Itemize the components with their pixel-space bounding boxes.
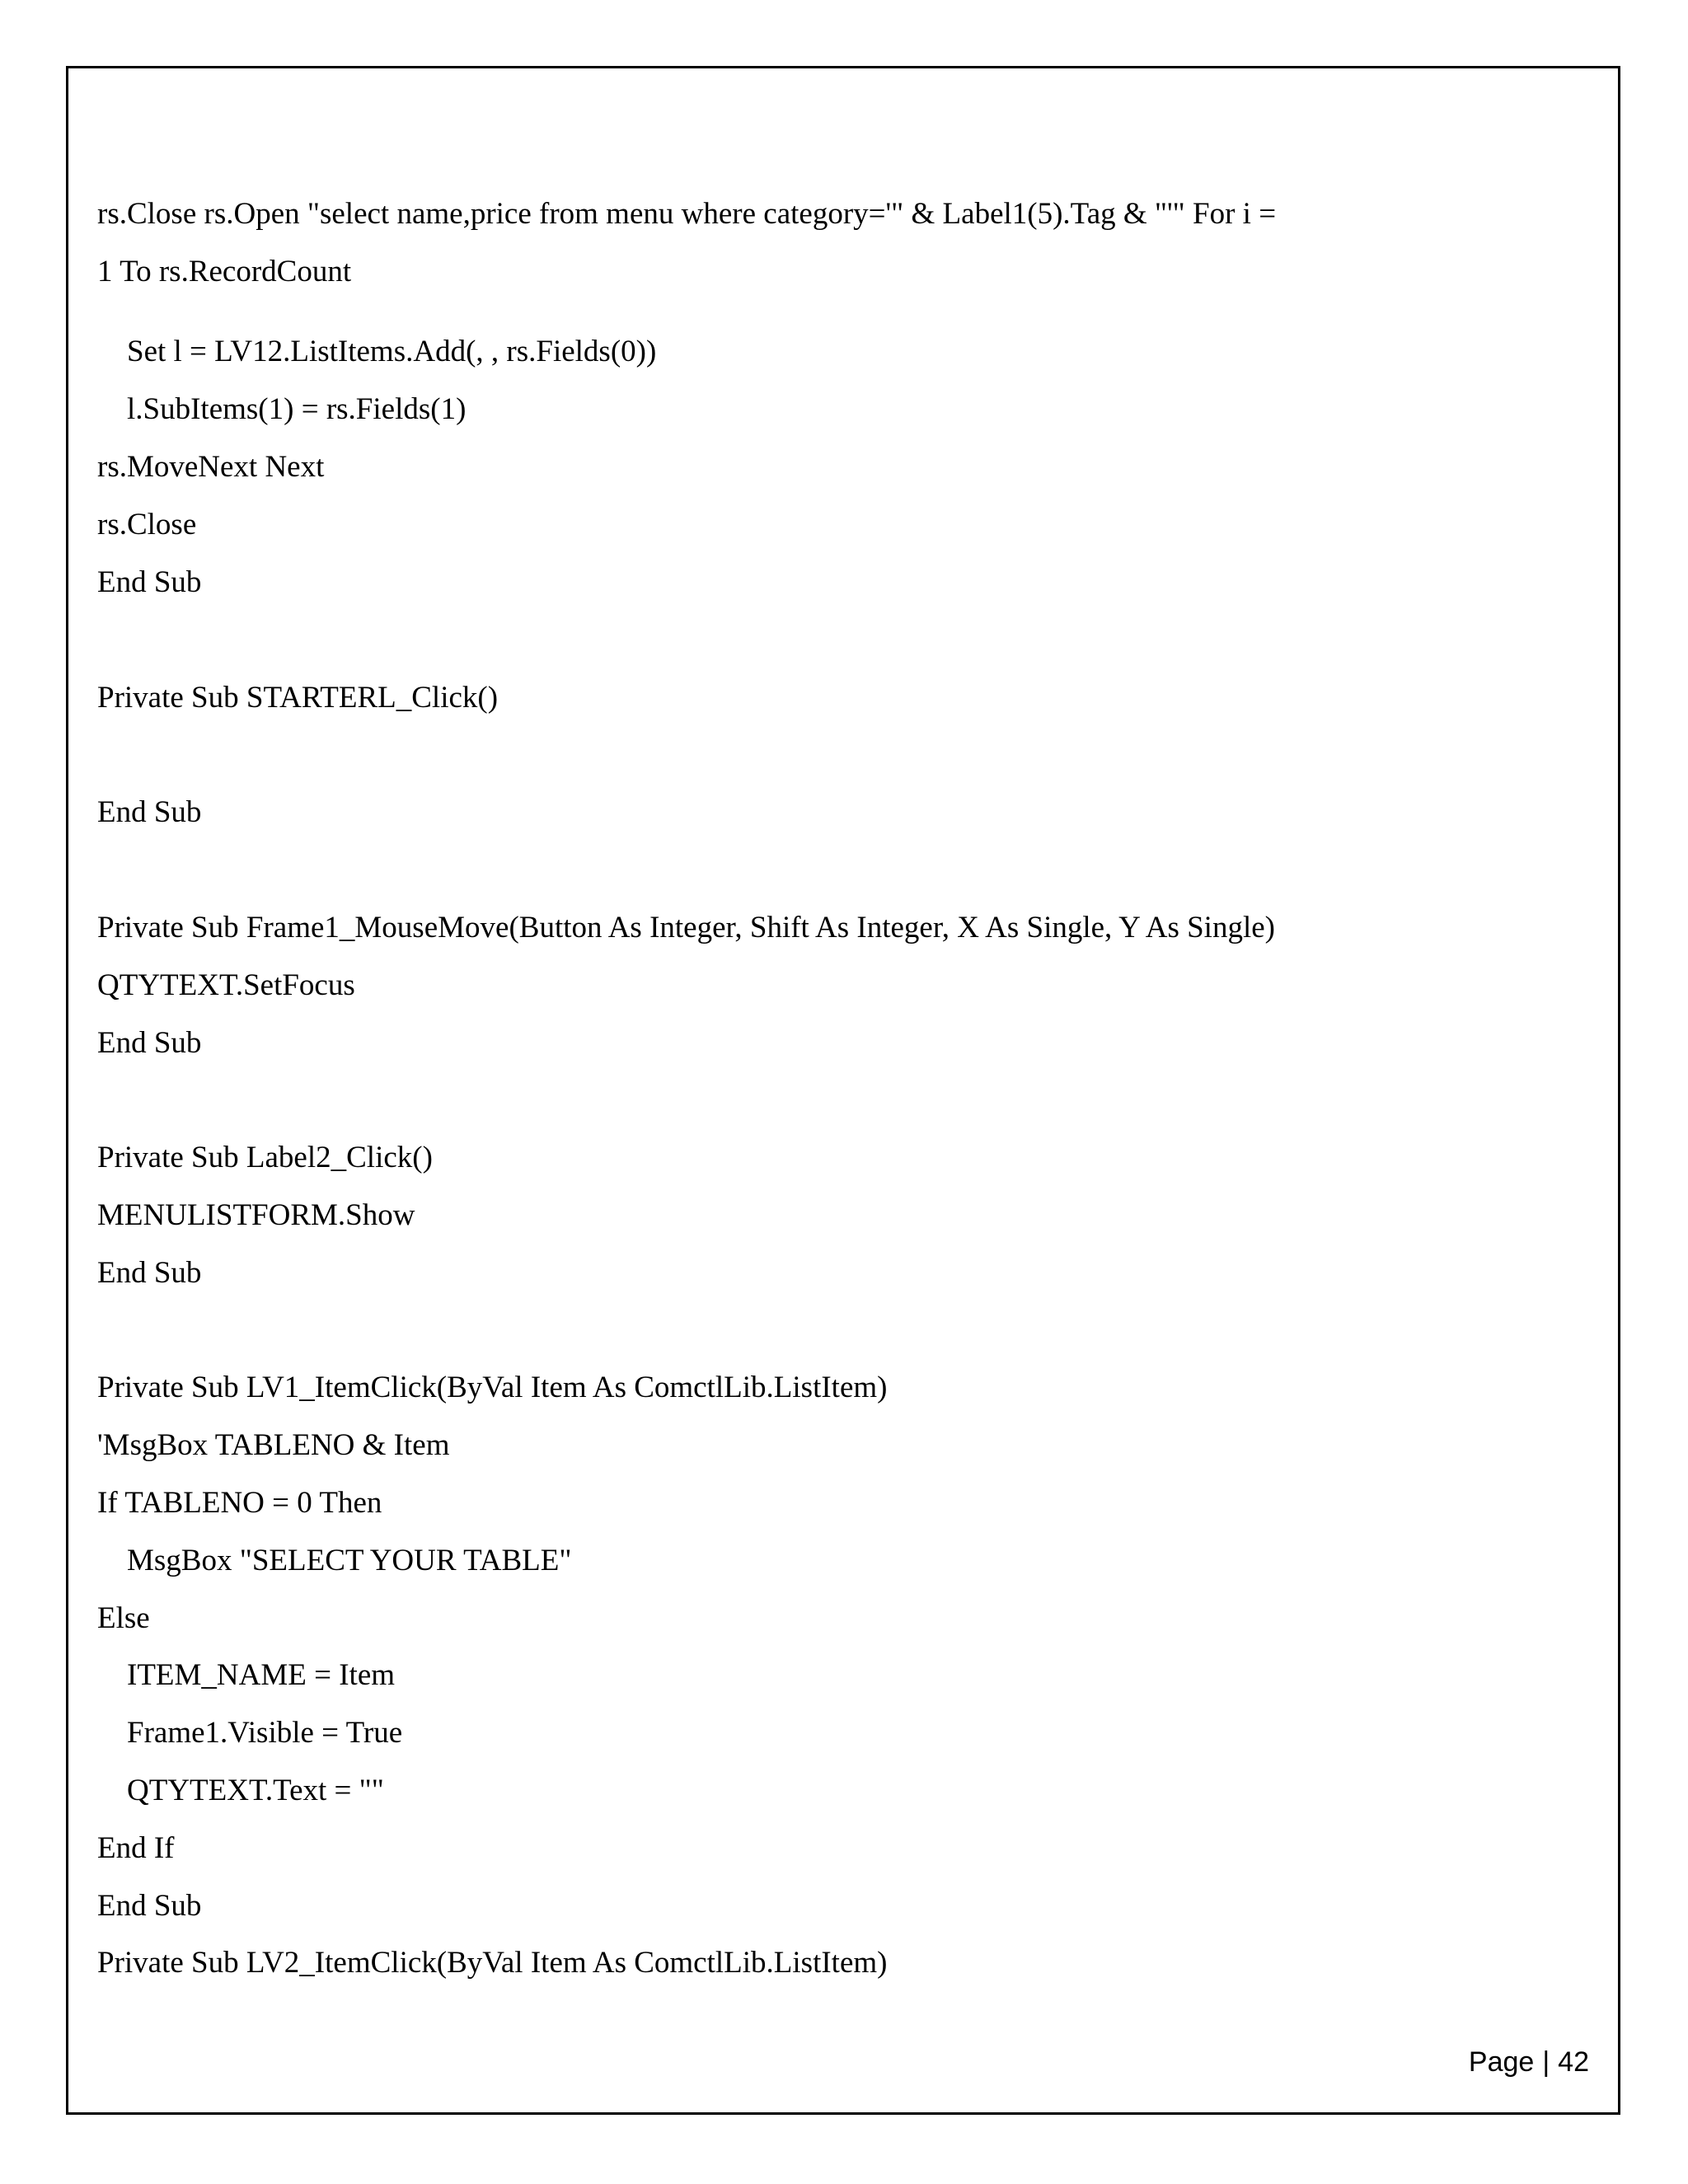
code-line: End Sub — [97, 1256, 202, 1290]
code-line: End Sub — [97, 565, 202, 599]
code-line: End Sub — [97, 1026, 202, 1060]
code-line: If TABLENO = 0 Then — [97, 1486, 382, 1520]
code-line: 'MsgBox TABLENO & Item — [97, 1428, 450, 1462]
code-listing — [97, 0, 1581, 2184]
page-number: 42 — [1558, 2046, 1589, 2078]
code-line: rs.Close rs.Open "select name,price from menu where category='" & Label1(5).Tag & "'" For i = — [97, 197, 1277, 231]
code-line: Private Sub Label2_Click() — [97, 1141, 433, 1174]
code-line: Set l = LV12.ListItems.Add(, , rs.Fields(0)) — [127, 335, 657, 368]
code-line: End If — [97, 1831, 175, 1865]
code-line: l.SubItems(1) = rs.Fields(1) — [127, 392, 467, 426]
code-line: Frame1.Visible = True — [127, 1716, 403, 1750]
code-line: MENULISTFORM.Show — [97, 1198, 415, 1232]
code-line: rs.Close — [97, 508, 197, 541]
code-line: ITEM_NAME = Item — [127, 1658, 396, 1692]
code-line: End Sub — [97, 795, 202, 829]
code-line: End Sub — [97, 1889, 202, 1923]
code-line: Private Sub LV1_ItemClick(ByVal Item As ComctlLib.ListItem) — [97, 1371, 888, 1404]
code-line: MsgBox "SELECT YOUR TABLE" — [127, 1544, 572, 1577]
code-line: rs.MoveNext Next — [97, 450, 325, 484]
code-line: Private Sub Frame1_MouseMove(Button As Integer, Shift As Integer, X As Single, Y As Single) — [97, 911, 1275, 944]
code-line: Private Sub LV2_ItemClick(ByVal Item As ComctlLib.ListItem) — [97, 1946, 888, 1980]
code-line: Private Sub STARTERL_Click() — [97, 681, 499, 715]
code-line: Else — [97, 1601, 150, 1635]
code-line: QTYTEXT.Text = "" — [127, 1774, 384, 1807]
code-line: QTYTEXT.SetFocus — [97, 968, 355, 1002]
code-line: 1 To rs.RecordCount — [97, 255, 352, 288]
page-separator: | — [1542, 2046, 1550, 2078]
page-label: Page — [1468, 2046, 1535, 2078]
page-number-footer — [1453, 2008, 1589, 2080]
